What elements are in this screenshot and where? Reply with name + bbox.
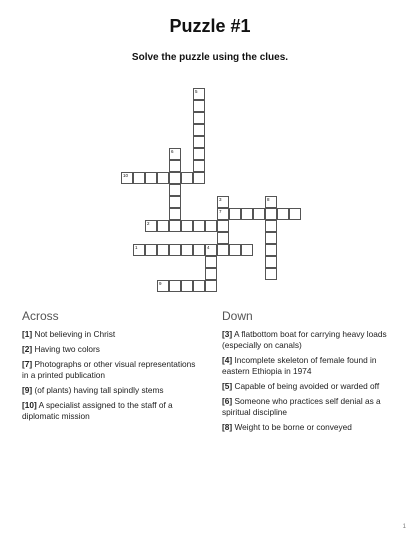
cell-number: 4 — [207, 245, 210, 250]
grid-cell[interactable] — [193, 220, 205, 232]
grid-cell[interactable] — [193, 280, 205, 292]
clue-text: Photographs or other visual representations in a printed publication — [22, 359, 196, 380]
clue-number: [4] — [222, 355, 233, 365]
grid-cell[interactable] — [205, 280, 217, 292]
grid-cell[interactable] — [217, 232, 229, 244]
grid-cell[interactable] — [157, 280, 169, 292]
grid-cell[interactable] — [205, 220, 217, 232]
down-clue — [222, 329, 394, 351]
grid-cell[interactable] — [169, 280, 181, 292]
grid-cell[interactable] — [193, 244, 205, 256]
page-subtitle: Solve the puzzle using the clues. — [131, 52, 289, 63]
grid-cell[interactable] — [217, 220, 229, 232]
grid-cell[interactable] — [181, 220, 193, 232]
grid-cell[interactable] — [181, 172, 193, 184]
grid-cell[interactable] — [193, 160, 205, 172]
grid-cell[interactable] — [229, 208, 241, 220]
grid-cell[interactable] — [205, 268, 217, 280]
clue-text: Capable of being avoided or warded off — [232, 381, 380, 391]
grid-cell[interactable] — [169, 184, 181, 196]
cell-number: 5 — [195, 89, 198, 94]
page-number: 1 — [402, 524, 406, 530]
clue-number: [6] — [222, 396, 233, 406]
across-clue — [22, 344, 198, 355]
grid-cell[interactable] — [265, 196, 277, 208]
grid-cell[interactable] — [289, 208, 301, 220]
grid-cell[interactable] — [169, 244, 181, 256]
grid-cell[interactable] — [217, 196, 229, 208]
down-heading: Down — [222, 309, 253, 323]
grid-cell[interactable] — [217, 208, 229, 220]
clue-number: [7] — [22, 359, 33, 369]
across-clue — [22, 385, 198, 396]
clue-number: [8] — [222, 422, 233, 432]
across-clue — [22, 400, 198, 422]
grid-cell[interactable] — [193, 148, 205, 160]
down-clue — [222, 396, 394, 418]
page-title: Puzzle #1 — [169, 16, 251, 36]
across-clue — [22, 359, 198, 381]
across-clue — [22, 329, 198, 340]
grid-cell[interactable] — [193, 124, 205, 136]
clue-text: Someone who practices self denial as a spiritual discipline — [222, 396, 381, 417]
grid-cell[interactable] — [169, 220, 181, 232]
grid-cell[interactable] — [253, 208, 265, 220]
grid-cell[interactable] — [181, 280, 193, 292]
grid-cell[interactable] — [193, 136, 205, 148]
down-clue — [222, 422, 394, 433]
down-clue — [222, 355, 394, 377]
grid-cell[interactable] — [121, 172, 133, 184]
grid-cell[interactable] — [241, 208, 253, 220]
grid-cell[interactable] — [145, 220, 157, 232]
cell-number: 1 — [135, 245, 138, 250]
clue-text: A specialist assigned to the staff of a diplomatic mission — [22, 400, 173, 421]
down-clue — [222, 381, 394, 392]
grid-cell[interactable] — [205, 256, 217, 268]
cell-number: 7 — [219, 209, 222, 214]
clue-number: [3] — [222, 329, 233, 339]
clue-number: [9] — [22, 385, 33, 395]
grid-cell[interactable] — [193, 112, 205, 124]
grid-cell[interactable] — [205, 244, 217, 256]
grid-cell[interactable] — [133, 172, 145, 184]
clue-text: Having two colors — [32, 344, 100, 354]
clue-text: A flatbottom boat for carrying heavy loads (especially on canals) — [222, 329, 387, 350]
down-clue-list — [222, 329, 394, 437]
grid-cell[interactable] — [169, 172, 181, 184]
grid-cell[interactable] — [265, 256, 277, 268]
grid-cell[interactable] — [193, 100, 205, 112]
clue-number: [2] — [22, 344, 33, 354]
clue-text: (of plants) having tall spindly stems — [32, 385, 164, 395]
grid-cell[interactable] — [169, 208, 181, 220]
cell-number: 3 — [219, 197, 222, 202]
grid-cell[interactable] — [265, 244, 277, 256]
cell-number: 10 — [123, 173, 129, 178]
grid-cell[interactable] — [265, 232, 277, 244]
clue-text: Not believing in Christ — [32, 329, 116, 339]
grid-cell[interactable] — [265, 220, 277, 232]
grid-cell[interactable] — [157, 244, 169, 256]
grid-cell[interactable] — [181, 244, 193, 256]
grid-cell[interactable] — [241, 244, 253, 256]
cell-number: 6 — [171, 149, 174, 154]
grid-cell[interactable] — [157, 220, 169, 232]
across-heading: Across — [22, 309, 59, 323]
grid-cell[interactable] — [217, 244, 229, 256]
grid-cell[interactable] — [193, 88, 205, 100]
cell-number: 8 — [267, 197, 270, 202]
clue-number: [5] — [222, 381, 233, 391]
grid-cell[interactable] — [277, 208, 289, 220]
grid-cell[interactable] — [265, 268, 277, 280]
clue-text: Weight to be borne or conveyed — [232, 422, 352, 432]
clue-number: [1] — [22, 329, 33, 339]
grid-cell[interactable] — [229, 244, 241, 256]
grid-cell[interactable] — [169, 160, 181, 172]
grid-cell[interactable] — [169, 148, 181, 160]
across-clue-list — [22, 329, 198, 426]
grid-cell[interactable] — [169, 196, 181, 208]
grid-cell[interactable] — [145, 244, 157, 256]
cell-number: 2 — [147, 221, 150, 226]
grid-cell[interactable] — [145, 172, 157, 184]
grid-cell[interactable] — [157, 172, 169, 184]
clue-text: Incomplete skeleton of female found in eastern Ethiopia in 1974 — [222, 355, 377, 376]
cell-number: 9 — [159, 281, 162, 286]
clue-number: [10] — [22, 400, 37, 410]
grid-cell[interactable] — [193, 172, 205, 184]
grid-cell[interactable] — [133, 244, 145, 256]
grid-cell[interactable] — [265, 208, 277, 220]
